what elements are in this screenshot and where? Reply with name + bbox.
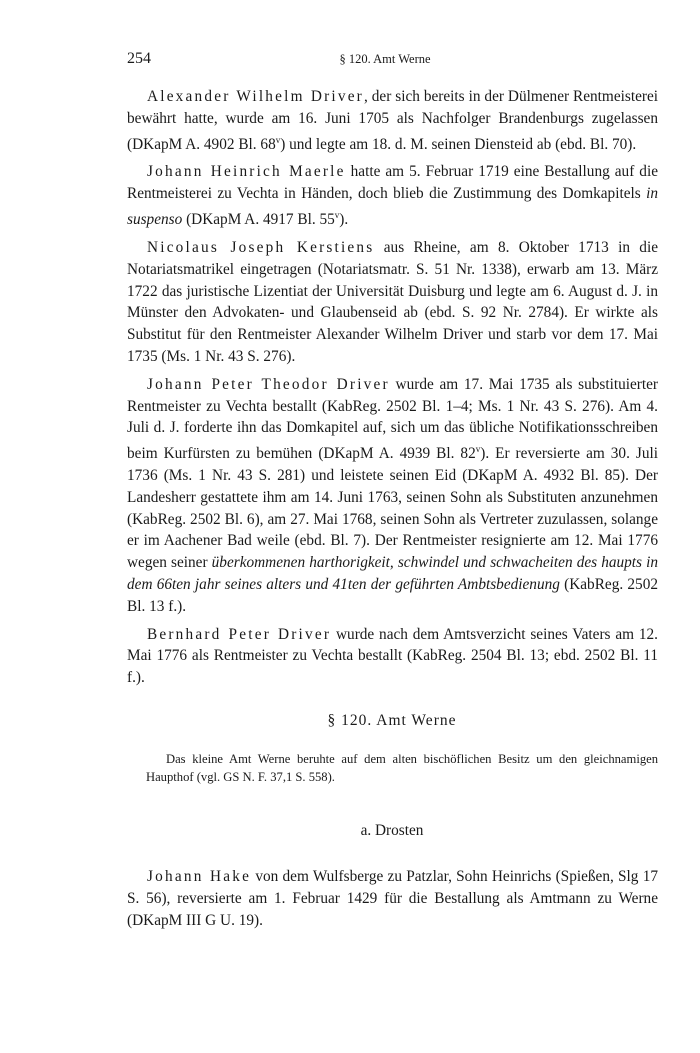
entry-paragraph: Alexander Wilhelm Driver, der sich bereits in der Dülmener Rentmeisterei bewährt hatte, wurde am 16. Juni 1705 als Nachfolger Brandenburgs zugelassen (DKapM A. 4902 Bl. 68$^v$) und legte am 18. d. M. seinen Diensteid ab (ebd. Bl. 70). bbox=[127, 88, 658, 153]
entry-paragraph: Johann Heinrich Maerle hatte am 5. Februar 1719 eine Bestallung auf die Rentmeisterei zu Vechta in Händen, doch blieb die Zustimmung des Domkapitels in suspenso (DKapM A. 4917 Bl. 55$^v$). bbox=[127, 163, 659, 229]
person-name: Alexander Wilhelm Driver bbox=[147, 88, 364, 105]
body-text bbox=[127, 86, 658, 695]
entry-paragraph: Johann Peter Theodor Driver wurde am 17. Mai 1735 als substituierter Rentmeister zu Vechta bestallt (KabReg. 2502 Bl. 1–4; Ms. 1 Nr. 43 S. 276). Am 4. Juli d. J. forderte ihn das Domkapitel auf, sich um das übliche Notifikationsschreiben beim Kurfürsten zu bemühen (DKapM A. 4939 Bl. 82$^v$). Er reversierte am 30. Juli 1736 (Ms. 1 Nr. 43 S. 281) und leistete seinen Eid (DKapM A. 4932 Bl. 85). Der Landesherr gestattete ihm am 14. Juni 1763, seinen Sohn als Substituten anzunehmen (KabReg. 2502 Bl. 6), am 27. Mai 1768, seinen Sohn als Vertreter zuzulassen, solange er im Aachener Bad weile (ebd. Bl. 7). Der Rentmeister resignierte am 12. Mai 1776 wegen seiner überkommenen harthorigkeit, schwindel und schwacheiten des haupts in dem 66ten jahr seines alters und 41ten der geführten Ambtsbedienung (KabReg. 2502 Bl. 13 f.). bbox=[127, 375, 659, 615]
subsection-heading: a. Drosten bbox=[360, 822, 424, 839]
person-name: Johann Hake bbox=[147, 868, 252, 885]
drosten-entries bbox=[127, 866, 658, 931]
entry-paragraph: Nicolaus Joseph Kerstiens aus Rheine, am 8. Oktober 1713 in die Notariatsmatrikel eingetragen (Notariatsmatr. S. 51 Nr. 1338), erwarb am 13. März 1722 das juristische Lizentiat der Universität Duisburg und legte am 6. August d. J. in Münster den Advokaten- und Glaubenseid ab (ebd. S. 92 Nr. 2784). Er wirkte als Substitut für den Rentmeister Alexander Wilhelm Driver und starb vor dem 17. Mai 1735 (Ms. 1 Nr. 43 S. 276). bbox=[127, 238, 658, 365]
section-intro: Das kleine Amt Werne beruhte auf dem alten bischöflichen Besitz um den gleichnamigen Haupthof (vgl. GS N. F. 37,1 S. 558). bbox=[146, 752, 658, 784]
person-name: Nicolaus Joseph Kerstiens bbox=[147, 238, 375, 256]
entry-paragraph: Bernhard Peter Driver wurde nach dem Amtsverzicht seines Vaters am 12. Mai 1776 als Rentmeister zu Vechta bestallt (KabReg. 2504 Bl. 13; ebd. 2502 Bl. 11 f.). bbox=[127, 625, 658, 687]
person-name: Johann Peter Theodor Driver bbox=[147, 375, 390, 393]
person-name: Bernhard Peter Driver bbox=[147, 625, 332, 643]
page-number: 254 bbox=[127, 50, 151, 67]
entry-paragraph: Johann Hake von dem Wulfsberge zu Patzlar, Sohn Heinrichs (Spießen, Slg 17 S. 56), reversierte am 1. Februar 1429 für die Bestallung als Amtmann zu Werne (DKapM III G U. 19). bbox=[127, 868, 658, 929]
section-heading: § 120. Amt Werne bbox=[327, 712, 457, 729]
running-head: § 120. Amt Werne bbox=[339, 52, 431, 66]
person-name: Johann Heinrich Maerle bbox=[147, 163, 346, 181]
